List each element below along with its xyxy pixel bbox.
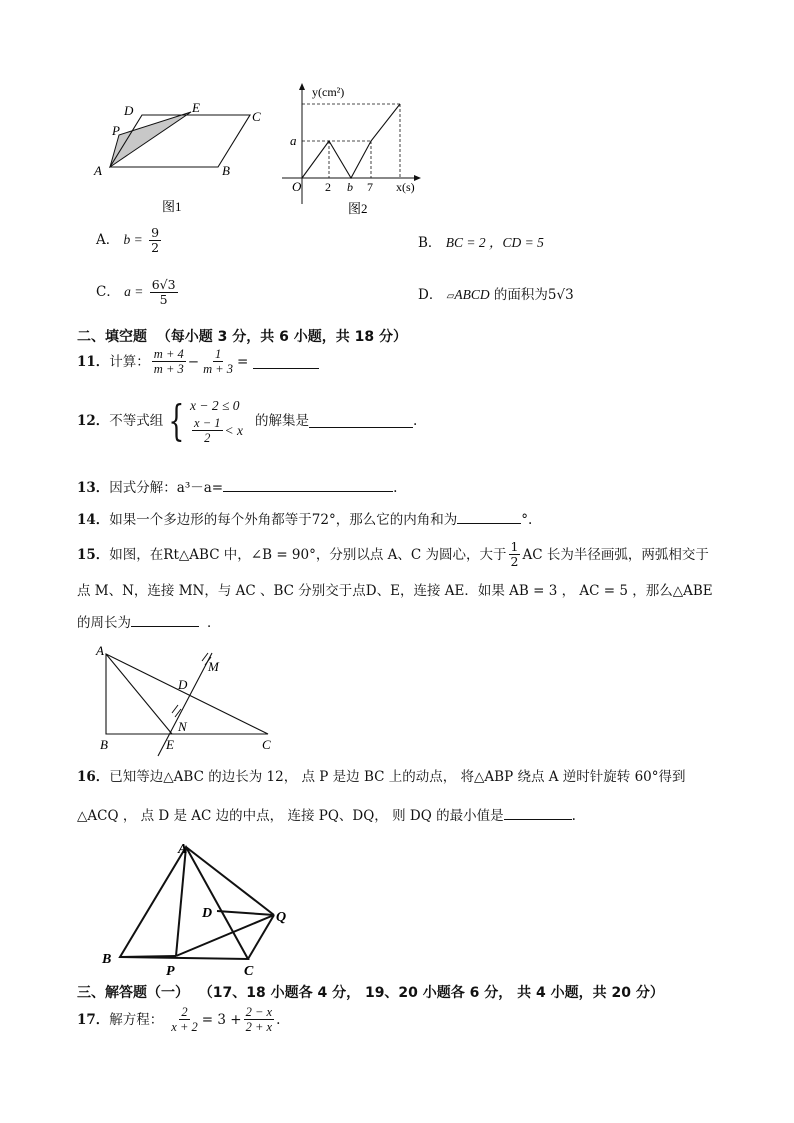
question-number: 14． <box>77 512 110 528</box>
figure-16-rotation <box>98 837 298 979</box>
label-O: O <box>292 179 302 194</box>
label-B: B <box>222 163 230 178</box>
graph-line <box>302 104 400 178</box>
question-number: 17． <box>77 1011 110 1028</box>
label-A: A <box>178 842 188 857</box>
question-16-line-2: △ACQ ， 点 D 是 AC 边的中点， 连接 PQ、DQ， 则 DQ 的最小值是 . <box>77 805 576 825</box>
question-13: 13．因式分解：a³－a= . <box>77 477 397 497</box>
question-17: 17． 解方程： $\frac{2}{x + 2}$ = 3 + $\frac{2 - x}{2 + x}$ . <box>77 1005 281 1034</box>
label-D: D <box>124 103 134 118</box>
label-N: N <box>178 719 187 734</box>
label-C: C <box>262 737 271 752</box>
tick-2: 2 <box>325 180 331 194</box>
option-letter: D． <box>418 287 443 303</box>
triangle-abc <box>106 654 268 734</box>
label-D: D <box>178 677 188 692</box>
question-number: 15． <box>77 546 110 563</box>
answer-blank[interactable] <box>309 413 413 428</box>
answer-blank[interactable] <box>223 477 393 492</box>
tick-7: 7 <box>367 180 373 194</box>
figure-2-caption: 图2 <box>348 201 368 216</box>
shaded-triangle-ape <box>110 112 191 167</box>
label-Q: Q <box>276 910 287 925</box>
parallelogram-symbol: ▱ <box>446 291 455 302</box>
figure-1-parallelogram <box>88 95 278 215</box>
label-P: P <box>112 123 120 138</box>
label-M: M <box>208 659 219 674</box>
question-number: 12． <box>77 412 110 429</box>
fraction: $\frac{9}{2}$ <box>151 225 160 255</box>
option-letter: B． <box>418 235 442 251</box>
label-B: B <box>102 952 112 967</box>
label-D: D <box>202 906 213 921</box>
figure-2-graph <box>276 80 426 220</box>
question-14: 14．如果一个多边形的每个外角都等于72°，那么它的内角和为 °. <box>77 509 532 529</box>
label-C: C <box>252 109 261 124</box>
option-c: C． a = $\frac{6√3}{5}$ <box>96 277 176 307</box>
label-A: A <box>94 163 102 178</box>
label-B: B <box>100 737 108 752</box>
answer-blank[interactable] <box>253 354 319 369</box>
section-2-heading: 二、填空题 （每小题 3 分，共 6 小题，共 18 分） <box>77 329 407 345</box>
label-A: A <box>96 643 104 658</box>
question-15-line-3: 的周长为 ． <box>77 612 221 632</box>
tick-b: b <box>347 180 353 194</box>
label-E: E <box>192 100 200 115</box>
option-b: B． BC = 2 ，CD = 5 <box>418 235 544 251</box>
y-axis-label: y(cm²) <box>312 85 345 99</box>
figure-1-caption: 图1 <box>162 199 182 214</box>
label-P: P <box>166 964 175 979</box>
label-C: C <box>244 964 254 979</box>
question-11: 11． 计算： $\frac{m + 4}{m + 3}$ − $\frac{1}{m + 3}$ = <box>77 347 319 376</box>
question-16-line-1: 16．已知等边△ABC 的边长为 12， 点 P 是边 BC 上的动点， 将△ABP 绕点 A 逆时针旋转 60°得到 <box>77 769 686 785</box>
option-a: A． b = $\frac{9}{2}$ <box>96 225 160 255</box>
figure-15-triangle <box>92 643 292 758</box>
option-letter: A． <box>96 232 120 248</box>
fraction: $\frac{6√3}{5}$ <box>151 277 176 307</box>
option-d: D． ▱ABCD 的面积为5√3 <box>418 287 574 303</box>
question-15-line-2: 点 M、N，连接 MN，与 AC 、BC 分别交于点D、E，连接 AE．如果 AB = 3 ， AC = 5 ，那么△ABE <box>77 583 713 599</box>
question-15-line-1: 15． 如图，在Rt△ABC 中，∠B = 90°，分别以点 A、C 为圆心，大于 $\frac{1}{2}$ AC 长为半径画弧，两弧相交于 <box>77 539 709 569</box>
option-letter: C． <box>96 284 120 300</box>
answer-blank[interactable] <box>131 612 199 627</box>
section-3-heading: 三、解答题（一） （17、18 小题各 4 分， 19、20 小题各 6 分， 共 4 小题，共 20 分） <box>77 985 664 1001</box>
answer-blank[interactable] <box>457 509 521 524</box>
question-12: 12． 不等式组 { x − 2 ≤ 0 $\frac{x - 1}{2}$ < x 的解集是 . <box>77 395 418 445</box>
x-axis-label: x(s) <box>396 180 415 194</box>
question-number: 11． <box>77 353 110 370</box>
question-number: 16． <box>77 769 110 785</box>
brace: { <box>168 395 185 445</box>
label-a: a <box>290 133 297 148</box>
label-E: E <box>166 737 174 752</box>
answer-blank[interactable] <box>504 805 572 820</box>
segment-ae <box>106 654 172 734</box>
question-number: 13． <box>77 480 110 496</box>
